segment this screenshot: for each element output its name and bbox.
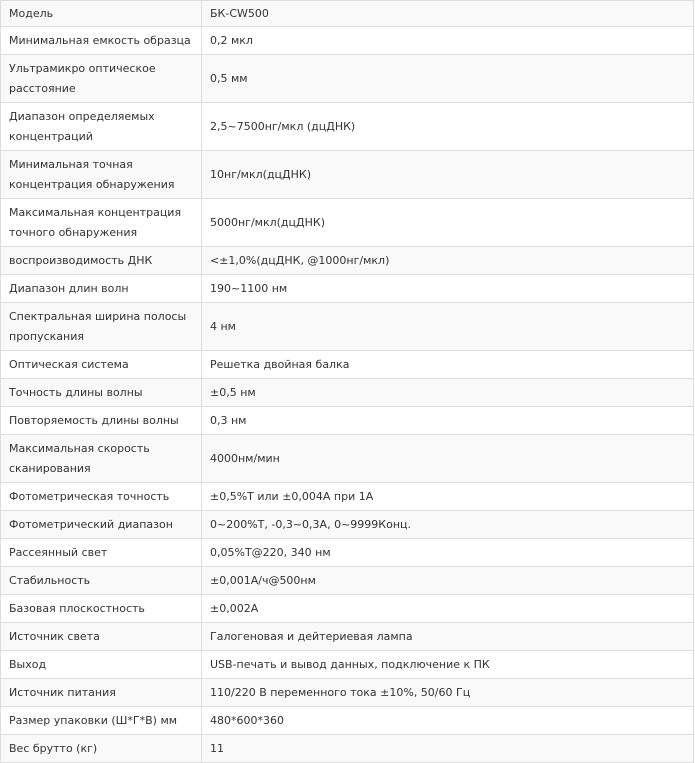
table-row	[1, 27, 694, 55]
table-row	[1, 303, 694, 351]
table-row	[1, 407, 694, 435]
spec-label: Источник питания	[1, 679, 202, 707]
spec-label: Выход	[1, 651, 202, 679]
spec-label: воспроизводимость ДНК	[1, 247, 202, 275]
spec-value: 480*600*360	[202, 707, 694, 735]
spec-label: Ультрамикро оптическое расстояние	[1, 55, 202, 103]
table-row	[1, 483, 694, 511]
table-row	[1, 623, 694, 651]
spec-label: Минимальная точная концентрация обнаружения	[1, 151, 202, 199]
table-row	[1, 275, 694, 303]
spec-label: Вес брутто (кг)	[1, 735, 202, 763]
table-row	[1, 55, 694, 103]
table-row	[1, 595, 694, 623]
spec-label: Базовая плоскостность	[1, 595, 202, 623]
spec-label: Размер упаковки (Ш*Г*В) мм	[1, 707, 202, 735]
spec-value: 4000нм/мин	[202, 435, 694, 483]
table-row	[1, 247, 694, 275]
spec-table-body	[1, 1, 694, 763]
spec-label: Рассеянный свет	[1, 539, 202, 567]
table-row	[1, 379, 694, 407]
table-row	[1, 511, 694, 539]
spec-value: <±1,0%(дцДНК, @1000нг/мкл)	[202, 247, 694, 275]
spec-value: ±0,002A	[202, 595, 694, 623]
spec-label: Повторяемость длины волны	[1, 407, 202, 435]
spec-label: Минимальная емкость образца	[1, 27, 202, 55]
spec-value: ±0,5 нм	[202, 379, 694, 407]
spec-label: Спектральная ширина полосы пропускания	[1, 303, 202, 351]
spec-value: 190~1100 нм	[202, 275, 694, 303]
spec-value: 0,3 нм	[202, 407, 694, 435]
spec-value: 0~200%T, -0,3~0,3A, 0~9999Конц.	[202, 511, 694, 539]
spec-value: ±0,5%T или ±0,004A при 1A	[202, 483, 694, 511]
spec-label: Модель	[1, 1, 202, 27]
spec-value: USB-печать и вывод данных, подключение к ПК	[202, 651, 694, 679]
spec-value: 11	[202, 735, 694, 763]
spec-label: Источник света	[1, 623, 202, 651]
spec-value: Галогеновая и дейтериевая лампа	[202, 623, 694, 651]
spec-label: Фотометрический диапазон	[1, 511, 202, 539]
table-row	[1, 1, 694, 27]
spec-label: Диапазон длин волн	[1, 275, 202, 303]
spec-value: 4 нм	[202, 303, 694, 351]
spec-label: Максимальная концентрация точного обнаружения	[1, 199, 202, 247]
table-row	[1, 735, 694, 763]
spec-label: Оптическая система	[1, 351, 202, 379]
spec-value: 10нг/мкл(дцДНК)	[202, 151, 694, 199]
table-row	[1, 435, 694, 483]
table-row	[1, 199, 694, 247]
table-row	[1, 651, 694, 679]
table-row	[1, 103, 694, 151]
spec-value: БК-CW500	[202, 1, 694, 27]
table-row	[1, 539, 694, 567]
spec-label: Точность длины волны	[1, 379, 202, 407]
table-row	[1, 567, 694, 595]
spec-value: 0,2 мкл	[202, 27, 694, 55]
spec-value: 0,05%T@220, 340 нм	[202, 539, 694, 567]
spec-value: ±0,001A/ч@500нм	[202, 567, 694, 595]
spec-label: Стабильность	[1, 567, 202, 595]
spec-value: 2,5~7500нг/мкл (дцДНК)	[202, 103, 694, 151]
table-row	[1, 707, 694, 735]
table-row	[1, 351, 694, 379]
spec-value: 5000нг/мкл(дцДНК)	[202, 199, 694, 247]
spec-label: Максимальная скорость сканирования	[1, 435, 202, 483]
spec-label: Фотометрическая точность	[1, 483, 202, 511]
spec-label: Диапазон определяемых концентраций	[1, 103, 202, 151]
spec-value: 0,5 мм	[202, 55, 694, 103]
spec-value: Решетка двойная балка	[202, 351, 694, 379]
spec-value: 110/220 В переменного тока ±10%, 50/60 Гц	[202, 679, 694, 707]
table-row	[1, 151, 694, 199]
table-row	[1, 679, 694, 707]
